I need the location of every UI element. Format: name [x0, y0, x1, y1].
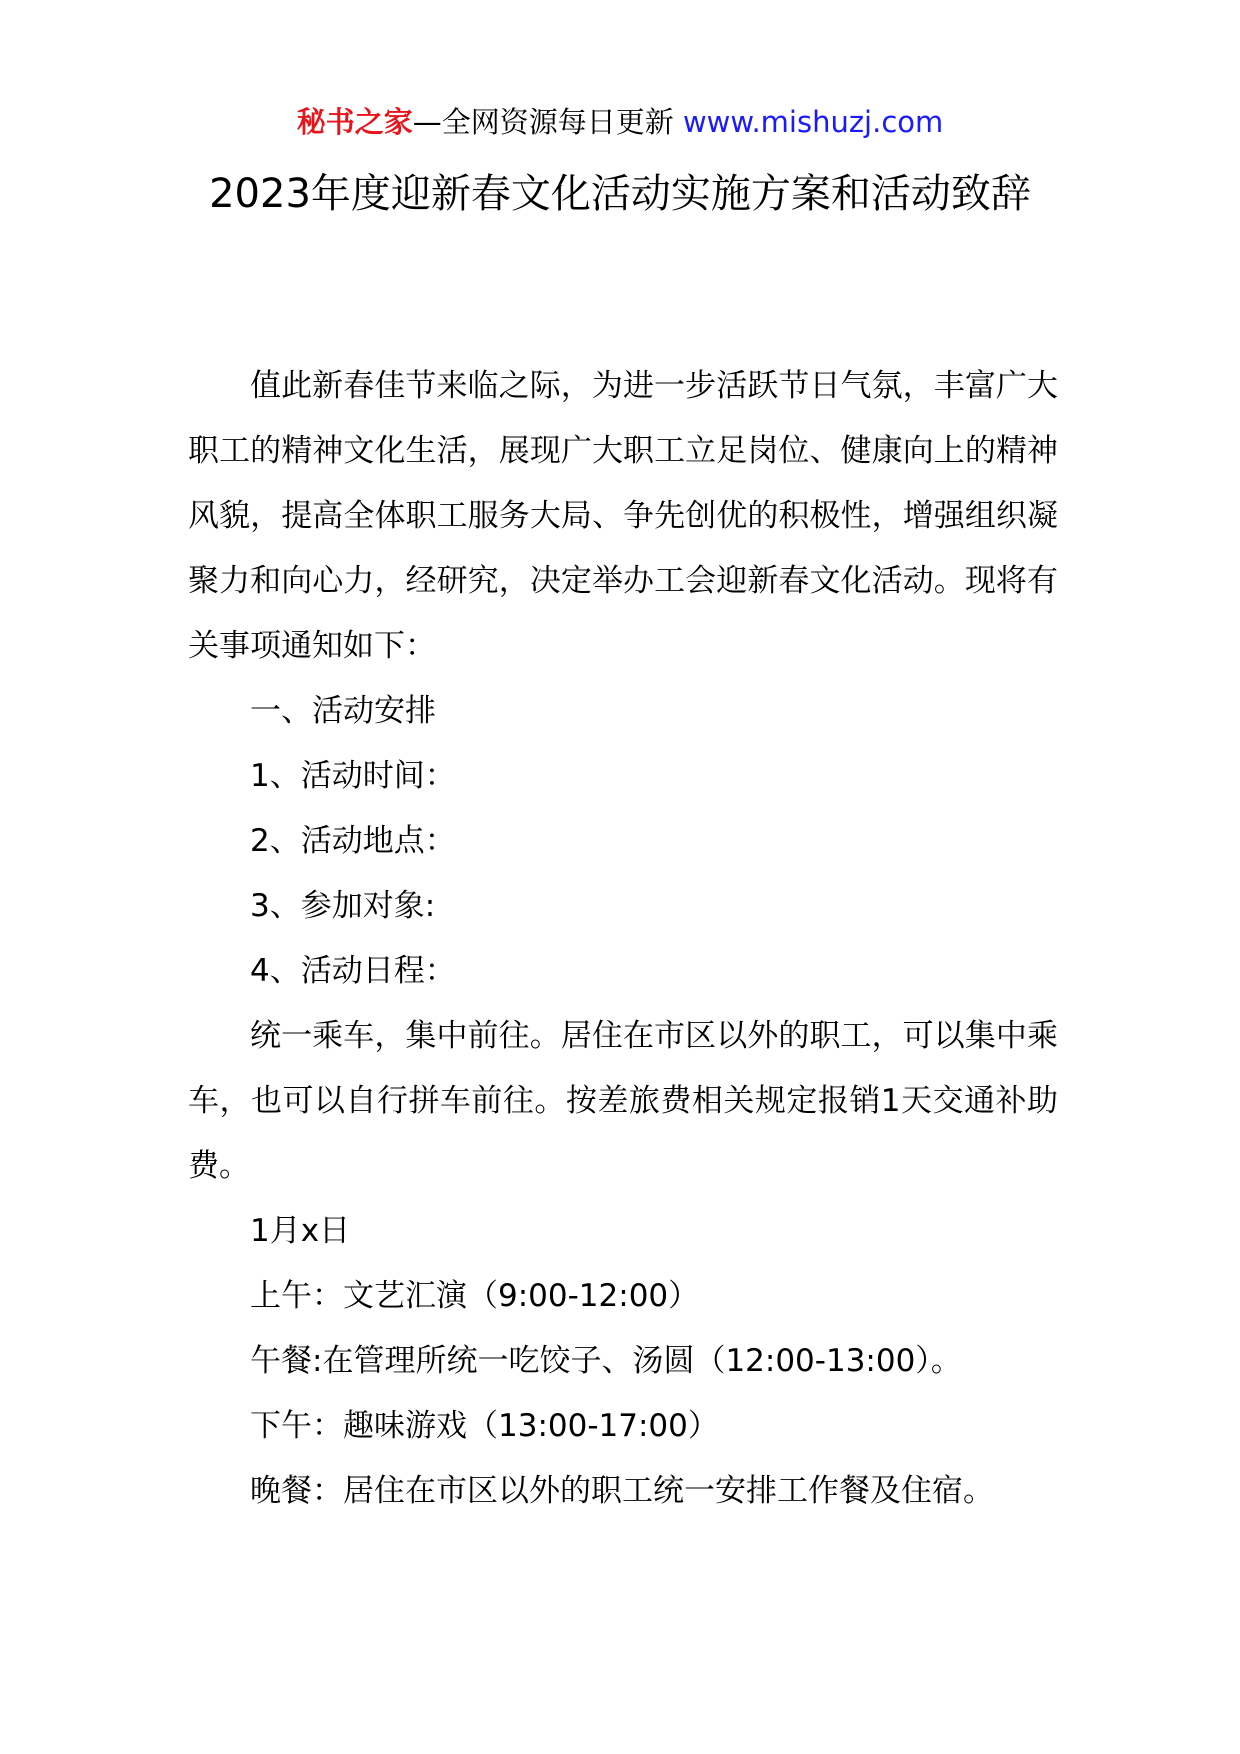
schedule-dinner: 晚餐：居住在市区以外的职工统一安排工作餐及住宿。 [250, 1473, 994, 1509]
site-url-link[interactable]: www.mishuzj.com [682, 105, 944, 139]
item-participants: 3、参加对象: [250, 888, 436, 924]
item-activity-schedule: 4、活动日程： [250, 953, 456, 989]
intro-paragraph: 值此新春佳节来临之际，为进一步活跃节日气氛，丰富广大职工的精神文化生活，展现广大职工立足岗位、健康向上的精神风貌，提高全体职工服务大局、争先创优的积极性，增强组织凝聚力和向心力，经研究，决定举办工会迎新春文化活动。现将有关事项通知如下： [188, 368, 1058, 664]
item-activity-location: 2、活动地点： [250, 823, 456, 859]
schedule-date: 1月x日 [250, 1213, 351, 1249]
section-heading-activity-arrangement: 一、活动安排 [250, 693, 436, 729]
schedule-morning: 上午：文艺汇演（9:00-12:00） [250, 1278, 700, 1314]
schedule-lunch: 午餐:在管理所统一吃饺子、汤圆（12:00-13:00）。 [250, 1343, 962, 1379]
document-body [188, 354, 1058, 1524]
site-header [0, 102, 1240, 142]
schedule-afternoon: 下午：趣味游戏（13:00-17:00） [250, 1408, 719, 1444]
header-tagline: —全网资源每日更新 [412, 105, 674, 139]
item-activity-time: 1、活动时间： [250, 758, 456, 794]
document-title: 2023年度迎新春文化活动实施方案和活动致辞 [209, 171, 1031, 217]
brand-name: 秘书之家 [296, 105, 413, 139]
transport-paragraph: 统一乘车，集中前往。居住在市区以外的职工，可以集中乘车，也可以自行拼车前往。按差旅费相关规定报销1天交通补助费。 [188, 1018, 1058, 1184]
